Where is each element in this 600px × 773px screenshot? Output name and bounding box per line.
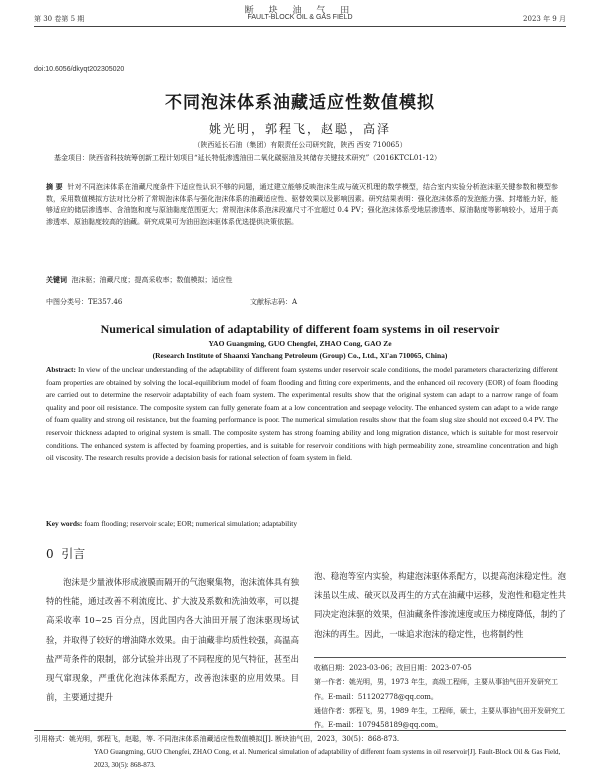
keywords-cn xyxy=(46,275,558,285)
paper-title-cn: 不同泡沫体系油藏适应性数值模拟 xyxy=(165,93,435,113)
volume-issue: 第 30 卷第 5 期 xyxy=(34,15,85,23)
intro-column-right: 泡、稳泡等室内实验，构建泡沫驱体系配方，以提高泡沫稳定性。泡沫虽以生成、破灭以及再生的方式在油藏中运移，发泡性和稳定性共同决定泡沫驱的效果，但油藏条件渗流速度或压力梯度降低，制约了泡沫的再生。因此，一味追求泡沫的稳定性，也将制约性 xyxy=(314,571,566,639)
corresponding-author-info: 通信作者：郭程飞，男，1989 年生，工程师，硕士，主要从事油气田开发研究工作。E-mail：1079458189@qq.com。 xyxy=(314,706,566,730)
affiliation-cn: （陕西延长石油（集团）有限责任公司研究院，陕西 西安 710065） xyxy=(193,141,407,149)
keywords-cn-text: 泡沫驱；油藏尺度；提高采收率；数值模拟；适应性 xyxy=(71,276,233,284)
journal-name-cn: 断 块 油 气 田 xyxy=(244,6,356,16)
affiliation-en: (Research Institute of Shaanxi Yanchang Petroleum (Group) Co., Ltd., Xi'an 710065, China) xyxy=(152,351,448,360)
abstract-en xyxy=(46,364,558,465)
abstract-cn xyxy=(46,181,558,229)
keywords-cn-label: 关键词 xyxy=(46,275,67,284)
keywords-en xyxy=(46,519,558,528)
section-number: 0 xyxy=(46,547,54,561)
issue-date: 2023 年 9 月 xyxy=(523,15,566,23)
keywords-en-label: Key words: xyxy=(46,519,83,528)
abstract-en-label: Abstract: xyxy=(46,365,76,374)
fund-info: 基金项目：陕西省科技统筹创新工程计划项目“延长特低渗透油田二氧化碳驱油及其储存关键技术研究”（2016KTCL01-12） xyxy=(54,154,442,162)
citation-block xyxy=(34,733,566,772)
keywords-en-text: foam flooding; reservoir scale; EOR; numerical simulation; adaptability xyxy=(84,519,298,528)
citation-cn: 引用格式：姚光明，郭程飞，赵聪，等. 不同泡沫体系油藏适应性数值模拟[J]. 断块油气田，2023，30(5)：868-873. xyxy=(34,735,400,743)
section-heading xyxy=(46,545,85,562)
authors-cn: 姚光明，郭程飞，赵聪，高泽 xyxy=(208,122,391,136)
journal-name-en: FAULT-BLOCK OIL & GAS FIELD xyxy=(247,14,353,21)
paper-title-en: Numerical simulation of adaptability of different foam systems in oil reservoir xyxy=(100,322,500,336)
intro-text-left: 泡沫是少量液体形成液膜而隔开的气泡聚集物，泡沫流体具有独特的性能，通过改善不利流度比、扩大波及系数和洗油效率，可以提高采收率 10~25 百分点，因此国内各大油田开展了泡沫驱现场试验，并取得了较好的增油降水效果。由于油藏非均质性较强，高温高盐严苛条件的限制，部分试验并出现了不同程度的见气特征，甚至出现气窜现象，严重优化泡沫体系配方，改善泡沫驱的应用效果。目前，主要通过提升 xyxy=(46,577,299,703)
first-author-info: 第一作者：姚光明，男，1973 年生，高级工程师，主要从事油气田开发研究工作。E-mail：511202778@qq.com。 xyxy=(314,678,559,701)
received-dates: 收稿日期：2023-03-06；改回日期：2023-07-05 xyxy=(314,664,472,672)
document-code: 文献标志码：A xyxy=(250,298,298,306)
doi: doi:10.6056/dkyqt202305020 xyxy=(34,66,125,73)
classification-number: 中图分类号：TE357.46 xyxy=(46,298,123,306)
header-rule xyxy=(34,26,566,27)
abstract-en-text: In view of the unclear understanding of the adaptability of different foam systems under reservoir scale conditions, the model parameters characterizing different foam properties are obtained by solving the local-equilibrium model of foam flooding and fitting core experiments, and the enhanced oil recovery (EOR) of foam flooding are carried out to determine the reservoir adaptability of each foam system. The experimental results show that the original system can adapt to a narrow range of foam quality and poor oil resistance. The composite system can fully generate foam at a low concentration and seepage velocity. The enhanced system can adapt to a wide range of foam quality and strong oil resistance, but the foaming performance is poor. The numerical simulation results show that the foam slug size should not exceed 0.4 PV. The reservoir thickness adapted to original system is small. The composite system has strong foaming ability and long migration distance, which is suitable for most reservoir conditions. The enhanced system is affected by foaming properties, and is suitable for reservoir conditions with high permeability zone, streamline concentration and high oil viscosity. The research results provide a decision basis for rational selection of foam system in field. xyxy=(46,365,558,463)
intro-column-left xyxy=(46,573,299,707)
authors-en: YAO Guangming, GUO Chengfei, ZHAO Cong, GAO Ze xyxy=(208,339,392,348)
article-info-box xyxy=(314,657,566,732)
abstract-cn-text: 针对不同泡沫体系在油藏尺度条件下适应性认识不够的问题，通过建立能够反映泡沫生成与破灭机理的数学模型，结合室内实验分析泡沫驱关键参数和模型参数，采用数值模拟方法对比分析了常规泡沫体系与强化泡沫体系的油藏适应性、驱替效果以及影响因素。研究结果表明：强化泡沫体系的发泡能力强、封堵能力好，能够适应的储层渗透率、含油饱和度与原油黏度范围更大；常规泡沫体系泡沫段塞尺寸不宜超过 0.4 PV；强化泡沫体系受地层渗透率、原油黏度等影响较小，适用于高渗透率、原油黏度较高的油藏。研究成果可为油田泡沫驱体系优选提供决策依据。 xyxy=(46,183,559,227)
footer-rule xyxy=(34,730,566,731)
citation-en: YAO Guangming, GUO Chengfei, ZHAO Cong, et al. Numerical simulation of adaptability of different foam systems in oil reservoir[J]. Fault-Block Oil & Gas Field, 2023, 30(5): 868-873. xyxy=(94,748,561,769)
section-title: 引言 xyxy=(61,547,86,561)
abstract-cn-label: 摘 要 xyxy=(46,182,63,191)
